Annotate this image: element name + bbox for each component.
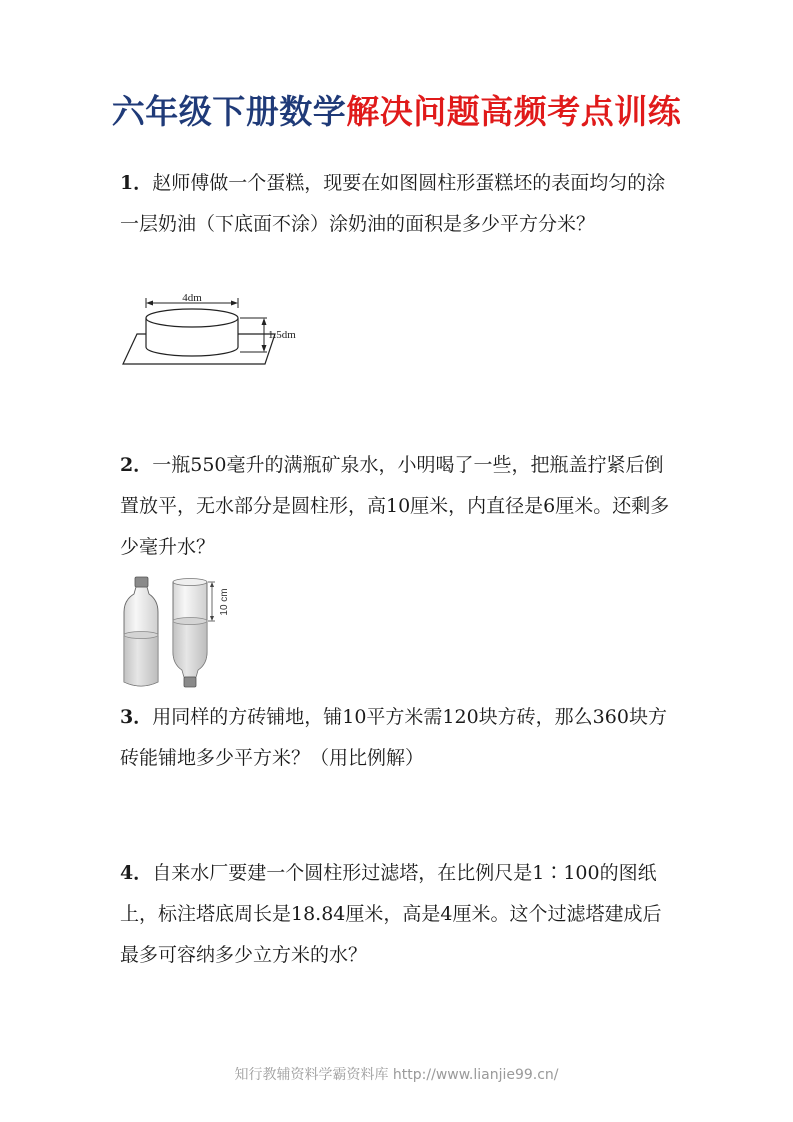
question-4-number: 4． <box>120 862 153 884</box>
diameter-label: 4dm <box>182 292 202 304</box>
question-1-number: 1． <box>120 172 153 194</box>
question-4 <box>120 853 680 976</box>
bottle-height-label: 10 cm <box>219 588 230 616</box>
water-bottles-figure <box>115 574 245 692</box>
page-title-part1: 六年级下册数学 <box>111 92 347 131</box>
footer-source: 知行教辅资料学霸资料库 http://www.lianjie99.cn/ <box>234 1067 559 1083</box>
page-title-part2: 解决问题高频考点训练 <box>346 92 682 131</box>
question-3 <box>120 697 680 779</box>
question-1 <box>120 163 680 245</box>
page-title <box>0 86 793 133</box>
question-3-text: 用同样的方砖铺地，铺10平方米需120块方砖，那么360块方砖能铺地多少平方米？（用比例解） <box>120 706 667 769</box>
question-2 <box>120 445 680 568</box>
question-3-number: 3． <box>120 706 153 728</box>
question-1-text: 赵师傅做一个蛋糕，现要在如图圆柱形蛋糕坯的表面均匀的涂一层奶油（下底面不涂）涂奶油的面积是多少平方分米？ <box>120 172 666 235</box>
question-2-text: 一瓶550毫升的满瓶矿泉水，小明喝了一些，把瓶盖拧紧后倒置放平，无水部分是圆柱形，高10厘米，内直径是6厘米。还剩多少毫升水？ <box>120 454 670 558</box>
question-2-number: 2． <box>120 454 153 476</box>
cake-height-label: 1.5dm <box>268 329 296 341</box>
question-4-text: 自来水厂要建一个圆柱形过滤塔，在比例尺是1∶100的图纸上，标注塔底周长是18.84厘米，高是4厘米。这个过滤塔建成后最多可容纳多少立方米的水？ <box>120 862 662 966</box>
cake-cylinder-figure <box>115 290 315 370</box>
